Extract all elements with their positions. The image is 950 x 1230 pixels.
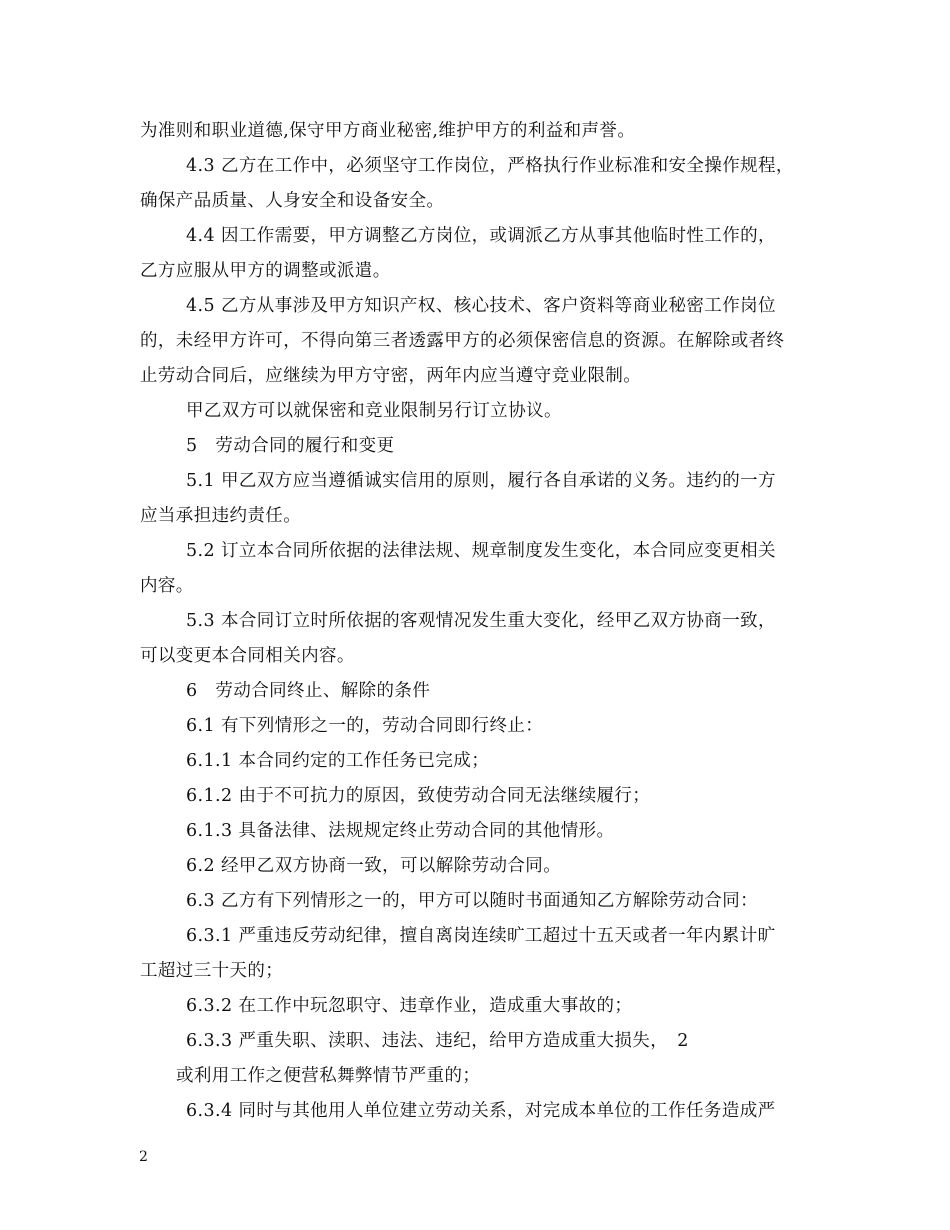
text-line: 工超过三十天的；	[140, 961, 284, 981]
text-line: 可以变更本合同相关内容。	[140, 646, 355, 666]
text-line: 6.3.3 严重失职、渎职、违法、违纪，给甲方造成重大损失， 2	[186, 1031, 689, 1051]
text-line: 止劳动合同后，应继续为甲方守密，两年内应当遵守竞业限制。	[140, 366, 642, 386]
text-line: 的，未经甲方许可，不得向第三者透露甲方的必须保密信息的资源。在解除或者终	[140, 331, 785, 351]
text-line: 内容。	[140, 576, 194, 596]
text-line: 6.3.4 同时与其他用人单位建立劳动关系，对完成本单位的工作任务造成严	[186, 1101, 776, 1121]
text-line: 应当承担违约责任。	[140, 506, 302, 526]
text-line: 乙方应服从甲方的调整或派遣。	[140, 261, 391, 281]
section-heading: 6 劳动合同终止、解除的条件	[186, 681, 431, 701]
section-heading: 5 劳动合同的履行和变更	[186, 436, 395, 456]
page-number: 2	[139, 1149, 148, 1165]
text-line: 6.1.3 具备法律、法规规定终止劳动合同的其他情形。	[186, 821, 615, 841]
text-line: 6.1.1 本合同约定的工作任务已完成；	[186, 751, 490, 771]
text-line: 为准则和职业道德,保守甲方商业秘密,维护甲方的利益和声誉。	[140, 121, 636, 141]
text-line: 6.1.2 由于不可抗力的原因，致使劳动合同无法继续履行；	[186, 786, 651, 806]
text-line: 4.4 因工作需要，甲方调整乙方岗位，或调派乙方从事其他临时性工作的，	[186, 226, 776, 246]
text-line: 6.1 有下列情形之一的，劳动合同即行终止：	[186, 716, 544, 736]
text-line: 6.3.1 严重违反劳动纪律，擅自离岗连续旷工超过十五天或者一年内累计旷	[186, 926, 776, 946]
text-line: 确保产品质量、人身安全和设备安全。	[140, 191, 445, 211]
text-line: 甲乙双方可以就保密和竞业限制另行订立协议。	[186, 401, 562, 421]
text-line: 6.2 经甲乙双方协商一致，可以解除劳动合同。	[186, 856, 562, 876]
text-line: 6.3.2 在工作中玩忽职守、违章作业，造成重大事故的；	[186, 996, 633, 1016]
text-line: 5.2 订立本合同所依据的法律法规、规章制度发生变化，本合同应变更相关	[186, 541, 776, 561]
text-line: 5.1 甲乙双方应当遵循诚实信用的原则，履行各自承诺的义务。违约的一方	[186, 471, 776, 491]
text-line: 5.3 本合同订立时所依据的客观情况发生重大变化，经甲乙双方协商一致，	[186, 611, 776, 631]
text-line: 或利用工作之便营私舞弊情节严重的；	[176, 1066, 481, 1086]
text-line: 6.3 乙方有下列情形之一的，甲方可以随时书面通知乙方解除劳动合同：	[186, 891, 758, 911]
text-line: 4.3 乙方在工作中，必须坚守工作岗位，严格执行作业标准和安全操作规程，	[186, 156, 794, 176]
text-line: 4.5 乙方从事涉及甲方知识产权、核心技术、客户资料等商业秘密工作岗位	[186, 296, 776, 316]
